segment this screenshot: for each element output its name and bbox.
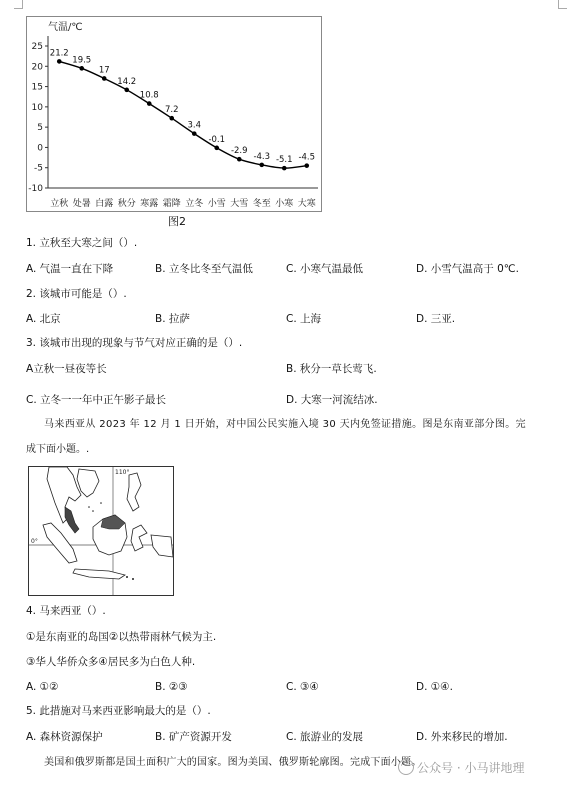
data-value-label: -4.5 (298, 152, 316, 163)
x-tick-label: 寒露 (140, 199, 159, 209)
crop-mark-top-left (14, 0, 23, 9)
x-tick-label: 大雪 (230, 199, 249, 209)
x-tick-label: 冬至 (252, 199, 271, 209)
y-tick-label: -5 (34, 163, 43, 174)
data-value-label: -0.1 (208, 134, 226, 145)
southeast-asia-map-svg (29, 467, 173, 595)
q3-option-d: D. 大寒一河流结冰. (286, 394, 378, 406)
southeast-asia-map (28, 466, 174, 596)
wechat-icon (398, 759, 414, 775)
watermark (398, 759, 524, 776)
q4-option-c: C. ③④ (286, 681, 319, 693)
island-dot (92, 510, 94, 512)
data-point (304, 163, 309, 168)
watermark-text: 公众号 · 小马讲地理 (417, 761, 525, 775)
q4-option-a: A. ①② (26, 681, 59, 693)
peninsular-malaysia (65, 507, 79, 533)
data-point (214, 146, 219, 151)
longitude-label: 110° (115, 469, 130, 476)
island-dot (126, 576, 128, 578)
java-outline (73, 569, 125, 579)
passage-2-line-1: 美国和俄罗斯都是国土面积广大的国家。图为美国、俄罗斯轮廓图。完成下面小题。 (44, 757, 422, 768)
data-value-label: 3.4 (187, 120, 202, 131)
x-tick-label: 处暑 (72, 199, 91, 209)
q3-stem: 3. 该城市出现的现象与节气对应正确的是（）. (26, 337, 243, 349)
data-value-label: -4.3 (253, 151, 271, 162)
q3-option-a: A立秋一昼夜等长 (26, 363, 107, 375)
temperature-line-chart-svg (26, 16, 322, 212)
chart-caption: 图2 (168, 215, 186, 228)
temperature-chart (26, 16, 322, 212)
q2-option-a: A. 北京 (26, 313, 61, 325)
data-value-label: 7.2 (164, 105, 179, 116)
east-malaysia (101, 515, 125, 529)
data-value-label: 14.2 (117, 76, 137, 87)
island-dot (132, 578, 134, 580)
data-point (169, 116, 174, 121)
data-value-label: -5.1 (275, 155, 293, 166)
y-tick-label: 25 (31, 42, 43, 52)
island-dot (100, 502, 102, 504)
data-value-label: 21.2 (49, 48, 69, 59)
data-value-label: 17 (98, 65, 110, 76)
x-tick-label: 小寒 (275, 199, 294, 209)
q2-option-d: D. 三亚. (416, 313, 456, 325)
q1-option-d: D. 小雪气温高于 0℃. (416, 263, 519, 275)
latitude-label: 0° (31, 538, 38, 545)
q5-stem: 5. 此措施对马来西亚影响最大的是（）. (26, 705, 211, 717)
data-point (282, 166, 287, 171)
y-tick-label: 15 (31, 82, 43, 93)
q4-stem: 4. 马来西亚（）. (26, 605, 106, 617)
q3-option-c: C. 立冬一一年中正午影子最长 (26, 394, 167, 406)
data-point (147, 101, 152, 106)
x-tick-label: 大寒 (297, 199, 316, 209)
x-tick-label: 白露 (95, 199, 114, 209)
island-dot (88, 506, 90, 508)
new-guinea-outline (151, 535, 173, 557)
crop-mark-top-right (558, 0, 567, 9)
passage-1-line-2: 成下面小题。. (26, 444, 90, 455)
y-tick-label: 0 (37, 143, 43, 154)
indochina-outline (47, 467, 81, 523)
data-value-label: 10.8 (139, 90, 159, 101)
q5-option-c: C. 旅游业的发展 (286, 731, 364, 743)
data-point (124, 88, 129, 93)
q2-stem: 2. 该城市可能是（）. (26, 288, 127, 300)
x-tick-label: 秋分 (117, 199, 136, 209)
q1-stem: 1. 立秋至大寒之间（）. (26, 237, 138, 249)
sulawesi-outline (131, 525, 147, 551)
y-tick-label: 5 (37, 123, 43, 134)
q4-statement-1: ①是东南亚的岛国②以热带雨林气候为主. (26, 631, 217, 643)
y-tick-label: -10 (28, 184, 43, 194)
q2-option-c: C. 上海 (286, 313, 322, 325)
x-tick-label: 立冬 (185, 199, 204, 209)
y-tick-label: 10 (31, 102, 43, 113)
data-value-label: -2.9 (230, 146, 248, 157)
q4-statement-2: ③华人华侨众多④居民多为白色人种. (26, 656, 196, 668)
data-point (237, 157, 242, 162)
q1-option-a: A. 气温一直在下降 (26, 263, 114, 275)
q2-option-b: B. 拉萨 (155, 313, 190, 325)
x-tick-label: 立秋 (50, 199, 69, 209)
passage-1-line-1: 马来西亚从 2023 年 12 月 1 日开始，对中国公民实施入境 30 天内免签证措施。图是东南亚部分图。完 (44, 419, 526, 430)
x-tick-label: 小雪 (207, 199, 226, 209)
q3-option-b: B. 秋分一草长莺飞. (286, 363, 377, 375)
philippines-outline (127, 473, 141, 511)
q1-option-c: C. 小寒气温最低 (286, 263, 364, 275)
q4-option-d: D. ①④. (416, 681, 453, 693)
q5-option-a: A. 森林资源保护 (26, 731, 103, 743)
data-point (102, 76, 107, 81)
data-point (79, 66, 84, 71)
q4-option-b: B. ②③ (155, 681, 188, 693)
data-value-label: 19.5 (72, 55, 92, 66)
q5-option-d: D. 外来移民的增加. (416, 731, 508, 743)
q1-option-b: B. 立冬比冬至气温低 (155, 263, 253, 275)
data-point (259, 163, 264, 168)
y-tick-label: 20 (31, 62, 43, 73)
y-axis-label: 气温/℃ (48, 22, 83, 33)
data-point (192, 131, 197, 136)
q5-option-b: B. 矿产资源开发 (155, 731, 232, 743)
x-tick-label: 霜降 (162, 199, 181, 209)
data-point (57, 59, 62, 64)
